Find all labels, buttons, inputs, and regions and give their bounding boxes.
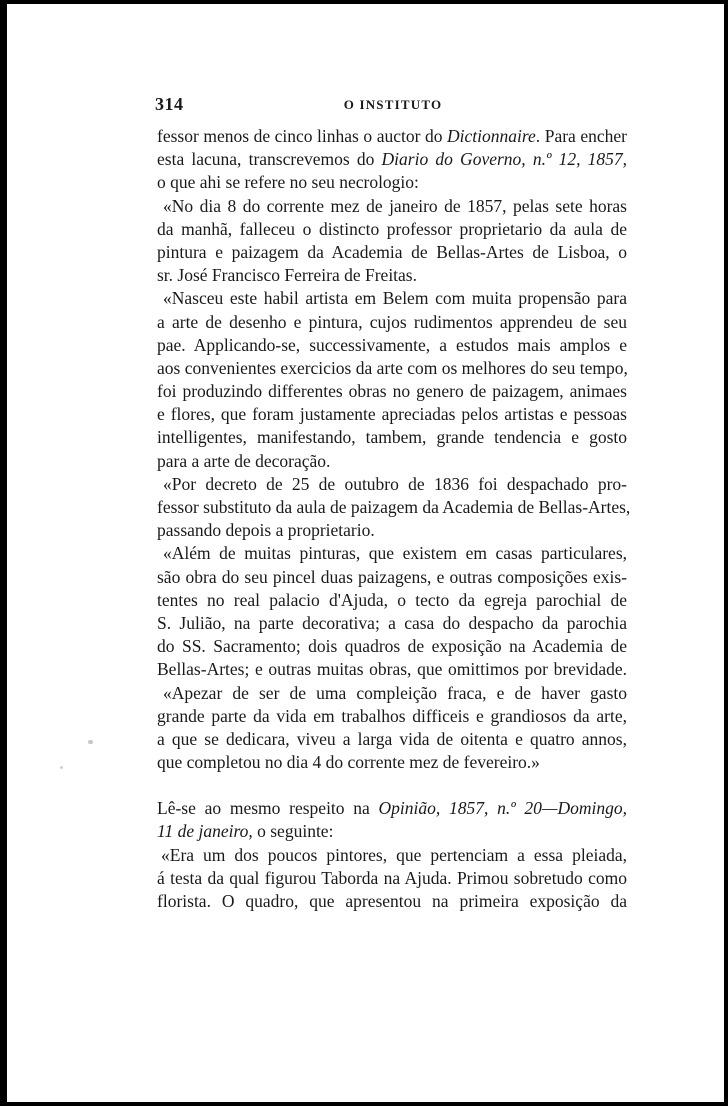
text-line: o que ahi se refere no seu necrologio: [157,172,419,193]
text-line: para a arte de decoração. [157,450,331,471]
text-line: á testa da qual figurou Taborda na Ajuda. Primou sobretudo como [157,867,627,888]
scan-smudge [60,766,63,769]
text-line: da manhã, falleceu o distincto professor proprietario da aula de [157,218,627,239]
text-line: a arte de desenho e pintura, cujos rudimentos apprendeu de seu [157,311,627,332]
text-line: «Nasceu este habil artista em Belem com muita propensão para [163,288,627,309]
text-line: «No dia 8 do corrente mez de janeiro de 1857, pelas sete horas [163,195,627,216]
text-line: «Apezar de ser de uma compleição fraca, e de haver gasto [163,682,627,703]
text-line: intelligentes, manifestando, tambem, grande tendencia e gosto [157,427,627,448]
text-line: S. Julião, na parte decorativa; a casa do despacho da parochia [157,612,627,633]
running-title: O INSTITUTO [343,97,443,112]
text-line: fessor substituto da aula de paizagem da Academia de Bellas-Artes, [157,497,631,517]
text-line: e flores, que foram justamente apreciadas pelos artistas e pessoas [157,404,627,425]
text-line: aos convenientes exercicios da arte com os melhores do seu tempo, [157,357,628,378]
text-line: «Além de muitas pinturas, que existem em casas particulares, [163,543,627,564]
text-line: a que se dedicara, viveu a larga vida de oitenta e quatro annos, [157,728,627,749]
text-line: pintura e paizagem da Academia de Bellas-Artes de Lisboa, o [157,241,627,262]
text-line: 11 de janeiro, o seguinte: [157,821,334,842]
text-line: são obra do seu pincel duas paizagens, e outras composições exis- [157,566,627,587]
page-number: 314 [155,94,184,114]
text-line: Lê-se ao mesmo respeito na Opinião, 1857, n.º 20—Domingo, [157,798,627,819]
text-line: foi produzindo differentes obras no genero de paizagem, animaes [157,381,627,402]
text-line: Bellas-Artes; e outras muitas obras, que omittimos por brevidade. [157,659,627,680]
text-line: fessor menos de cinco linhas o auctor do Dictionnaire. Para encher [157,126,627,146]
text-line: tentes no real palacio d'Ajuda, o tecto da egreja parochial de [157,589,627,610]
text-line: «Era um dos poucos pintores, que pertenciam a essa pleiada, [161,844,627,865]
text-line: grande parte da vida em trabalhos difficeis e grandiosos da arte, [157,705,627,726]
text-line: passando depois a proprietario. [157,520,375,541]
page-header [155,94,631,116]
text-line: que completou no dia 4 do corrente mez de fevereiro.» [157,752,540,773]
text-line: «Por decreto de 25 de outubro de 1836 foi despachado pro- [163,473,627,494]
text-line: pae. Applicando-se, successivamente, a estudos mais amplos e [157,334,627,355]
paragraph-gap [157,774,627,797]
text-line: florista. O quadro, que apresentou na primeira exposição da [157,891,627,911]
text-line: esta lacuna, transcrevemos do Diario do Governo, n.º 12, 1857, [157,149,627,170]
scan-smudge [88,740,93,744]
text-line: do SS. Sacramento; dois quadros de exposição na Academia de [157,636,627,657]
body-text [157,125,631,913]
text-line: sr. José Francisco Ferreira de Freitas. [157,265,417,286]
